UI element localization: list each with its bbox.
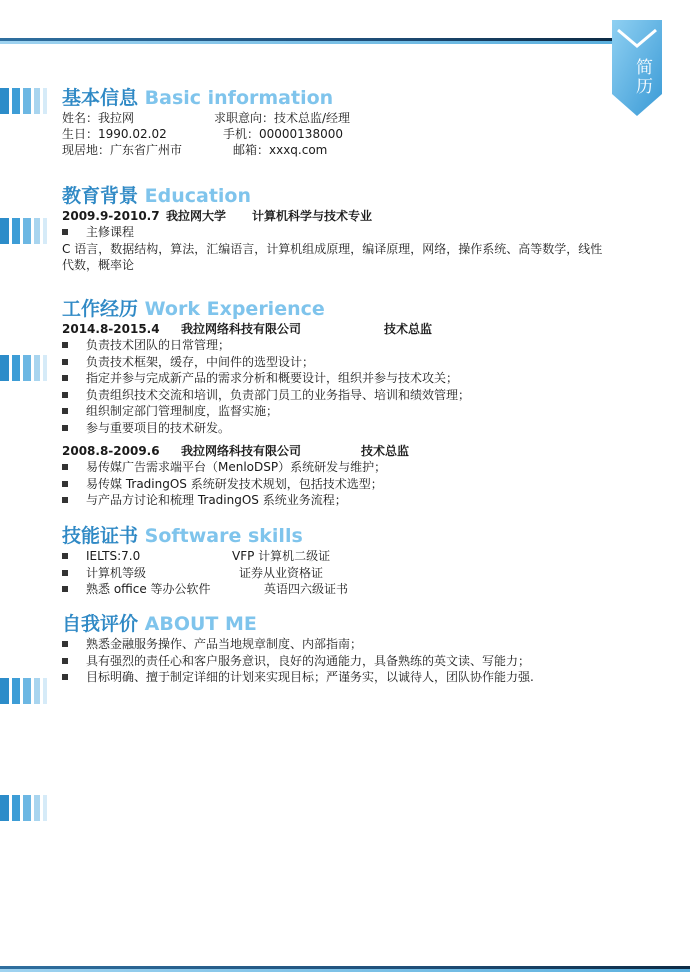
education-title	[62, 184, 622, 208]
section-title-cn: 自我评价	[62, 613, 139, 635]
education-school: 我拉网大学	[166, 209, 227, 223]
section-title-en: Work Experience	[144, 298, 325, 320]
job-period: 2008.8-2009.6	[62, 444, 160, 458]
skill-right: 英语四六级证书	[264, 582, 349, 596]
job-duty: 易传媒 TradingOS 系统研发技术规划，包括技术选型；	[62, 476, 622, 493]
education-section	[62, 184, 622, 273]
bottom-rule-light	[0, 969, 690, 972]
top-rule-light	[0, 41, 612, 44]
decor-bars	[0, 795, 48, 821]
basic-row-2	[62, 126, 622, 142]
basic-info-section	[62, 86, 622, 158]
job-duty: 负责技术框架，缓存，中间件的选型设计；	[62, 354, 622, 371]
skills-section	[62, 524, 622, 598]
section-title-en: Basic information	[144, 87, 334, 109]
skill-left: 计算机等级	[86, 565, 147, 580]
job-header	[62, 443, 622, 459]
intent-field: 求职意向：技术总监/经理	[214, 111, 351, 125]
email-field: 邮箱：xxxq.com	[233, 143, 328, 157]
skill-right: VFP 计算机二级证	[232, 549, 331, 563]
decor-bars	[0, 88, 48, 114]
skill-left: 熟悉 office 等办公软件	[86, 582, 211, 596]
birth-field: 生日：1990.02.02	[62, 127, 167, 141]
skill-left: IELTS:7.0	[86, 549, 141, 563]
section-title-cn: 基本信息	[62, 87, 139, 109]
decor-bars	[0, 355, 48, 381]
phone-field: 手机：00000138000	[223, 127, 343, 141]
section-title-cn: 教育背景	[62, 185, 139, 207]
work-section	[62, 297, 622, 509]
name-field: 姓名：我拉网	[62, 111, 135, 125]
skills-title	[62, 524, 622, 548]
basic-info-title	[62, 86, 622, 110]
job-company: 我拉网络科技有限公司	[181, 444, 302, 458]
courses-text: C 语言，数据结构，算法，汇编语言，计算机组成原理，编译原理，网络，操作系统、高等数学，线性代数，概率论	[62, 241, 603, 272]
section-title-en: Software skills	[144, 525, 303, 547]
work-title	[62, 297, 622, 321]
skill-row	[62, 565, 622, 582]
skill-row	[62, 548, 622, 565]
education-header	[62, 208, 622, 224]
section-title-en: ABOUT ME	[144, 613, 257, 635]
section-title-en: Education	[144, 185, 252, 207]
education-major: 计算机科学与技术专业	[252, 209, 373, 223]
skill-row	[62, 581, 622, 598]
job-duty: 指定并参与完成新产品的需求分析和概要设计，组织并参与技术攻关；	[62, 370, 622, 387]
job-period: 2014.8-2015.4	[62, 322, 160, 336]
education-period: 2009.9-2010.7	[62, 209, 160, 223]
job-company: 我拉网络科技有限公司	[181, 322, 302, 336]
about-section	[62, 612, 622, 686]
about-item: 目标明确、擅于制定详细的计划来实现目标；严谨务实，以诚待人，团队协作能力强.	[62, 669, 622, 686]
section-title-cn: 工作经历	[62, 298, 139, 320]
job-header	[62, 321, 622, 337]
basic-row-1	[62, 110, 622, 126]
job-duty: 负责组织技术交流和培训，负责部门员工的业务指导、培训和绩效管理；	[62, 387, 622, 404]
about-item: 熟悉金融服务操作、产品当地规章制度、内部指南；	[62, 636, 622, 653]
about-title	[62, 612, 622, 636]
section-title-cn: 技能证书	[62, 525, 139, 547]
decor-bars	[0, 218, 48, 244]
job-duty: 组织制定部门管理制度，监督实施；	[62, 403, 622, 420]
basic-row-3	[62, 142, 622, 158]
job-position: 技术总监	[361, 444, 410, 458]
job-duty: 参与重要项目的技术研发。	[62, 420, 622, 437]
job-duty: 易传媒广告需求端平台（MenloDSP）系统研发与维护；	[62, 459, 622, 476]
decor-bars	[0, 678, 48, 704]
courses-label: 主修课程	[62, 224, 622, 241]
job-duty: 与产品方讨论和梳理 TradingOS 系统业务流程；	[62, 492, 622, 509]
job-position: 技术总监	[384, 322, 433, 336]
about-item: 具有强烈的责任心和客户服务意识，良好的沟通能力，具备熟练的英文读、写能力；	[62, 653, 622, 670]
skill-right: 证券从业资格证	[239, 565, 324, 580]
job-duty: 负责技术团队的日常管理；	[62, 337, 622, 354]
resume-tag-label: 简历	[632, 58, 652, 96]
location-field: 现居地：广东省广州市	[62, 143, 183, 157]
